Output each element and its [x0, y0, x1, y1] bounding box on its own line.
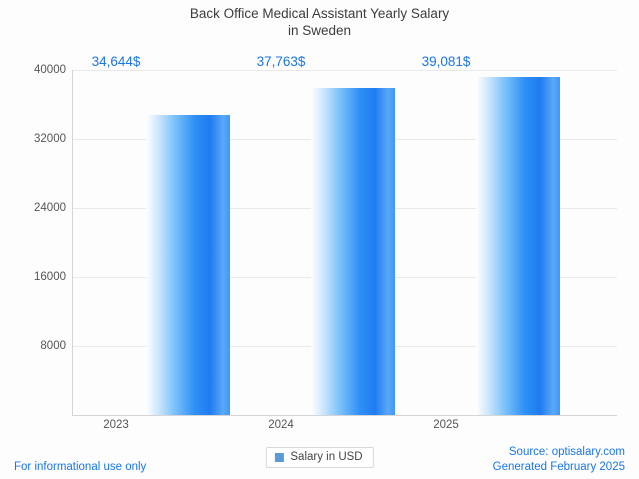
bar-2025[interactable]: [476, 77, 560, 415]
x-axis-line: [72, 415, 617, 416]
y-tick-label-32000: 32000: [34, 133, 66, 145]
x-tick-label-2023: 2023: [103, 419, 129, 431]
y-tick-label-8000: 8000: [40, 340, 66, 352]
bar-2023[interactable]: [146, 115, 230, 415]
bar-value-label-2023: 34,644$: [91, 54, 141, 69]
chart-title-line-1: Back Office Medical Assistant Yearly Salary: [189, 6, 450, 21]
y-axis-labels: [0, 64, 66, 416]
y-tick-label-24000: 24000: [34, 202, 66, 214]
legend-item-label-salary-in-usd: Salary in USD: [290, 451, 363, 463]
x-tick-label-2024: 2024: [268, 419, 294, 431]
chart-title-line-2: in Sweden: [287, 23, 352, 38]
chart-title: [0, 5, 639, 39]
bar-value-label-2024: 37,763$: [256, 54, 306, 69]
y-axis-line: [72, 70, 73, 416]
chart-legend[interactable]: [265, 447, 373, 468]
generated-date-text: Generated February 2025: [492, 461, 625, 473]
source-text: Source: optisalary.com: [508, 446, 625, 458]
x-tick-label-2025: 2025: [433, 419, 459, 431]
bar-value-label-2025: 39,081$: [421, 54, 471, 69]
bar-2024[interactable]: [311, 88, 395, 415]
gridline-40000: [72, 70, 617, 71]
source-info: [493, 445, 625, 475]
legend-swatch-icon: [274, 453, 283, 462]
disclaimer-text: For informational use only: [14, 461, 147, 473]
y-tick-label-40000: 40000: [34, 64, 66, 76]
y-tick-label-16000: 16000: [34, 271, 66, 283]
plot-area: [72, 70, 617, 415]
